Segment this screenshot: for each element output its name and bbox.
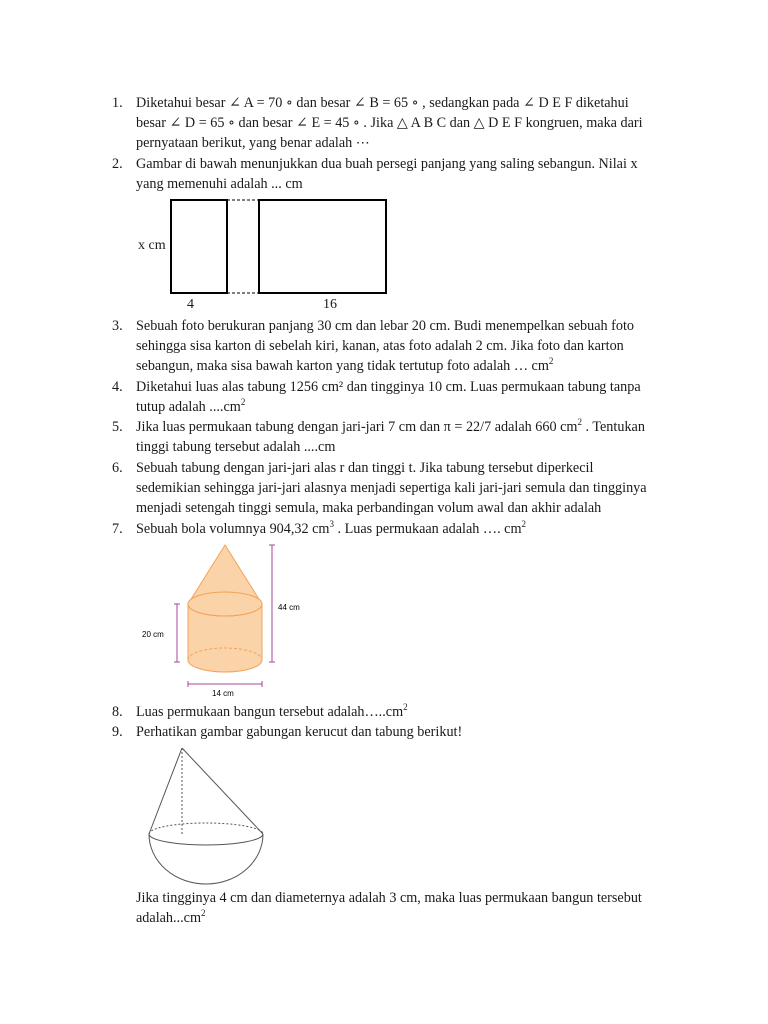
question-text-line: sehingga sisa karton di sebelah kiri, kanan, atas foto adalah 2 cm. Jika foto dan karton [136,338,624,354]
question-number: 3. [112,318,123,334]
base-front-edge [149,834,263,845]
question-text-line: Diketahui besar ∠ A = 70 ∘ dan besar ∠ B = 65 ∘ , sedangkan pada ∠ D E F diketahui [136,95,629,111]
question-text-line: tinggi tabung tersebut adalah ....cm [136,439,336,455]
superscript: 2 [403,702,408,712]
question-text-line: yang memenuhi adalah ... cm [136,176,303,192]
question-text-line: Jika luas permukaan tabung dengan jari-jari 7 cm dan π = 22/7 adalah 660 $cm^2$ . Tentukan [136,417,645,435]
cylinder-height-label: 20 cm [142,630,164,639]
cone-cylinder-drawing [136,542,306,702]
question-number: 8. [112,704,123,720]
question-8 [112,702,692,722]
cone-hemisphere-drawing [136,746,276,886]
question-9 [112,722,692,742]
superscript: 2 [240,397,246,407]
similar-rectangles-figure [130,192,400,316]
question-5 [112,417,692,457]
question-number: 7. [112,521,123,537]
question-4 [112,377,692,417]
question-number: 4. [112,379,123,395]
superscript: 2 [521,519,527,529]
question-text-line: $adalah...cm^2$ [136,908,206,926]
bottom-left-label: 4 [187,297,194,312]
question-2 [112,154,692,194]
superscript: 2 [548,356,554,366]
question-3 [112,316,692,376]
question-text-line: sebangun, maka sisa bawah karton yang tidak tertutup foto adalah … $cm^2$ [136,356,554,374]
question-text-line: pernyataan berikut, yang benar adalah ⋯ [136,135,370,151]
superscript: 2 [577,417,582,427]
superscript: 2 [201,908,206,918]
question-text-line: sedemikian sehingga jari-jari alasnya menjadi sepertiga kali jari-jari semula dan tingginya [136,480,647,496]
question-text-line: Sebuah bola volumnya 904,32 $cm^3$ . Luas permukaan adalah …. $cm^2$ [136,519,527,537]
question-text-line: Luas permukaan bangun tersebut $adalah\dots..cm^2$ [136,702,408,720]
question-number: 1. [112,95,123,111]
question-text-line: besar ∠ D = 65 ∘ dan besar ∠ E = 45 ∘ . Jika △ A B C dan △ D E F kongruen, maka dari [136,115,643,131]
side-label: x cm [138,238,166,253]
question-number: 9. [112,724,123,740]
question-number: 2. [112,156,123,172]
base-back-edge [149,823,263,834]
question-text-line: Diketahui luas alas tabung 1256 cm² dan tingginya 10 cm. Luas permukaan tabung tanpa [136,379,641,395]
question-text-line: menjadi setengah tinggi semula, maka perbandingan volum awal dan akhir adalah [136,500,602,516]
question-text-line: Perhatikan gambar gabungan kerucut dan tabung berikut! [136,724,463,740]
large-rectangle [259,200,386,293]
question-9-details [136,888,696,928]
superscript: 3 [329,519,334,529]
cone-right-edge [182,748,263,834]
bottom-right-label: 16 [323,297,337,312]
cylinder-top-ellipse [188,592,262,616]
cone-left-edge [149,748,182,834]
question-1 [112,93,692,153]
cone-hemisphere-figure [136,746,276,886]
question-7 [112,519,692,539]
question-text-line: tutup adalah $....cm^2$ [136,397,246,415]
small-rectangle [171,200,227,293]
question-number: 6. [112,460,123,476]
cone-cylinder-figure [136,542,306,702]
question-text-line: Sebuah tabung dengan jari-jari alas r dan tinggi t. Jika tabung tersebut diperkecil [136,460,594,476]
diameter-label: 14 cm [212,689,234,698]
total-height-label: 44 cm [278,603,300,612]
question-number: 5. [112,419,123,435]
question-text-line: Gambar di bawah menunjukkan dua buah persegi panjang yang saling sebangun. Nilai x [136,156,638,172]
rectangles-drawing [130,192,400,316]
question-text-line: Sebuah foto berukuran panjang 30 cm dan lebar 20 cm. Budi menempelkan sebuah foto [136,318,634,334]
question-6 [112,458,692,518]
question-text-line: Jika tingginya 4 cm dan diameternya adalah 3 cm, maka luas permukaan bangun tersebut [136,890,642,906]
